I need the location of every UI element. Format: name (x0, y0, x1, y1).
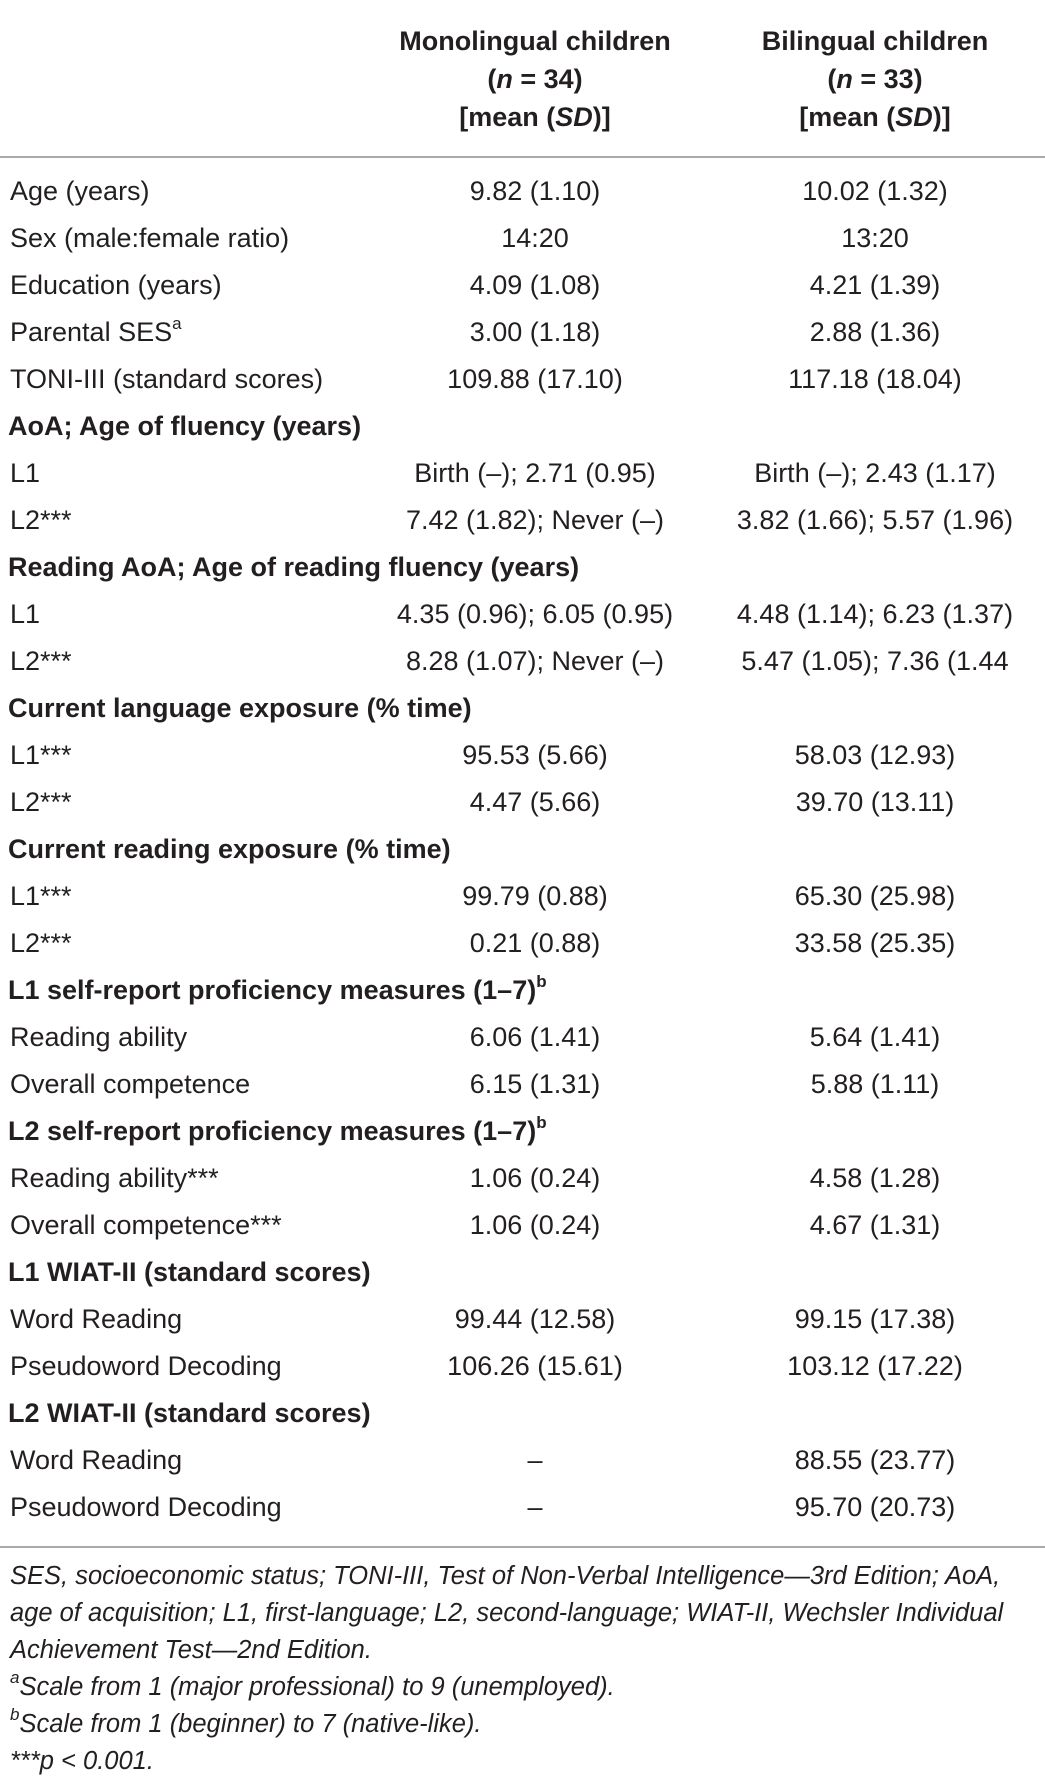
bilingual-value: 5.47 (1.05); 7.36 (1.44 (741, 646, 1009, 676)
row-label-cell (0, 1437, 365, 1484)
section-header-row (0, 1108, 1045, 1155)
row-label: Education (years) (10, 270, 222, 300)
table-row (0, 1296, 1045, 1343)
row-label-cell (0, 1014, 365, 1061)
section-header (0, 1390, 1045, 1437)
bilingual-value: 58.03 (12.93) (794, 740, 956, 770)
row-label: TONI-III (standard scores) (10, 364, 324, 394)
section-header-footnote-mark: b (536, 972, 547, 991)
section-header-label: Current reading exposure (% time) (8, 834, 451, 864)
row-label: L2*** (10, 505, 72, 535)
section-header-footnote-mark: b (536, 1113, 547, 1132)
monolingual-value: 109.88 (17.10) (447, 364, 623, 394)
header-label-cell (0, 14, 365, 157)
row-label-cell (0, 356, 365, 403)
row-label: Sex (male:female ratio) (10, 223, 290, 253)
row-label-cell (0, 779, 365, 826)
row-label-cell (0, 638, 365, 685)
monolingual-value: 99.79 (0.88) (462, 881, 608, 911)
row-label-cell (0, 262, 365, 309)
section-header (0, 967, 1045, 1014)
row-label-cell (0, 1155, 365, 1202)
row-label-cell (0, 497, 365, 544)
footnote-a (0, 1669, 1045, 1706)
monolingual-value: 0.21 (0.88) (469, 928, 601, 958)
row-label-cell (0, 1343, 365, 1390)
row-label: L1 (10, 599, 41, 629)
section-header-label: L2 self-report proficiency measures (1–7) (8, 1116, 537, 1146)
header-bilingual (705, 14, 1045, 157)
section-header (0, 403, 1045, 450)
table-row (0, 920, 1045, 967)
table-body (0, 157, 1045, 1531)
table-row (0, 157, 1045, 215)
row-label: Reading ability (10, 1022, 188, 1052)
section-header-label: AoA; Age of fluency (years) (8, 411, 362, 441)
section-header (0, 826, 1045, 873)
row-label: L2*** (10, 928, 72, 958)
bilingual-value: 103.12 (17.22) (787, 1351, 963, 1381)
header-monolingual-n: (n = 34) (487, 64, 583, 94)
table-row (0, 215, 1045, 262)
row-label-cell (0, 309, 365, 356)
row-label: L1*** (10, 740, 72, 770)
table-footnotes (0, 1546, 1045, 1780)
bilingual-value: 65.30 (25.98) (794, 881, 956, 911)
header-monolingual-stat: [mean (SD)] (459, 102, 611, 132)
table-row (0, 497, 1045, 544)
section-header-row (0, 544, 1045, 591)
monolingual-value: 1.06 (0.24) (469, 1210, 601, 1240)
monolingual-value: – (527, 1492, 543, 1522)
header-monolingual (365, 14, 705, 157)
footnote-abbreviations: SES, socioeconomic status; TONI-III, Test of Non-Verbal Intelligence—3rd Edition; AoA, age of acquisition; L1, first-language; L2, second-language; WIAT-II, Wechsler Individual Achievement Test—2nd Edition. (10, 1562, 1004, 1664)
row-label-cell (0, 732, 365, 779)
section-header-label: L1 WIAT-II (standard scores) (8, 1257, 371, 1287)
section-header (0, 685, 1045, 732)
bilingual-value: 117.18 (18.04) (788, 364, 962, 394)
footnote-a-text: Scale from 1 (major professional) to 9 (unemployed). (19, 1673, 615, 1701)
row-label: Pseudoword Decoding (10, 1351, 282, 1381)
monolingual-value: 4.47 (5.66) (469, 787, 601, 817)
bilingual-value: 4.58 (1.28) (809, 1163, 941, 1193)
monolingual-value: 6.06 (1.41) (469, 1022, 601, 1052)
table-row (0, 450, 1045, 497)
table-row (0, 1155, 1045, 1202)
footnote-significance: ***p < 0.001. (10, 1747, 154, 1775)
row-label: Overall competence (10, 1069, 251, 1099)
bilingual-value: 4.48 (1.14); 6.23 (1.37) (736, 599, 1014, 629)
section-header-row (0, 1390, 1045, 1437)
section-header-row (0, 685, 1045, 732)
bilingual-value: 3.82 (1.66); 5.57 (1.96) (736, 505, 1014, 535)
row-label: Word Reading (10, 1304, 183, 1334)
section-header-row (0, 967, 1045, 1014)
table-row (0, 1484, 1045, 1531)
bilingual-value: 10.02 (1.32) (802, 176, 948, 206)
row-label: Pseudoword Decoding (10, 1492, 282, 1522)
table-row (0, 1014, 1045, 1061)
monolingual-value: 7.42 (1.82); Never (–) (405, 505, 665, 535)
monolingual-value: 14:20 (501, 223, 569, 253)
monolingual-value: 1.06 (0.24) (469, 1163, 601, 1193)
header-bilingual-title: Bilingual children (761, 26, 989, 56)
table-row (0, 638, 1045, 685)
table-row (0, 309, 1045, 356)
monolingual-value: 4.09 (1.08) (469, 270, 601, 300)
row-label-cell (0, 1484, 365, 1531)
monolingual-value: 6.15 (1.31) (469, 1069, 601, 1099)
table-row (0, 262, 1045, 309)
table-row (0, 779, 1045, 826)
monolingual-value: 8.28 (1.07); Never (–) (405, 646, 665, 676)
row-label: Reading ability*** (10, 1163, 219, 1193)
bilingual-value: 2.88 (1.36) (809, 317, 941, 347)
bilingual-value: 4.21 (1.39) (809, 270, 941, 300)
bilingual-value: 5.64 (1.41) (809, 1022, 941, 1052)
bilingual-value: 5.88 (1.11) (810, 1069, 940, 1099)
section-header (0, 544, 1045, 591)
monolingual-value: 4.35 (0.96); 6.05 (0.95) (396, 599, 674, 629)
table-row (0, 1202, 1045, 1249)
row-label-cell (0, 591, 365, 638)
row-label-cell (0, 1061, 365, 1108)
table-row (0, 1061, 1045, 1108)
section-header-label: Current language exposure (% time) (8, 693, 472, 723)
bilingual-value: 88.55 (23.77) (794, 1445, 956, 1475)
row-label: Age (years) (10, 176, 150, 206)
section-header-row (0, 826, 1045, 873)
row-label-cell (0, 157, 365, 215)
header-monolingual-title: Monolingual children (399, 26, 671, 56)
monolingual-value: – (527, 1445, 543, 1475)
monolingual-value: 99.44 (12.58) (454, 1304, 616, 1334)
section-header-label: L2 WIAT-II (standard scores) (8, 1398, 371, 1428)
monolingual-value: 95.53 (5.66) (462, 740, 608, 770)
table-row (0, 873, 1045, 920)
section-header-label: L1 self-report proficiency measures (1–7) (8, 975, 537, 1005)
bilingual-value: 13:20 (841, 223, 909, 253)
table-row (0, 1437, 1045, 1484)
row-label-cell (0, 1202, 365, 1249)
row-label-cell (0, 920, 365, 967)
section-header-row (0, 403, 1045, 450)
table-row (0, 356, 1045, 403)
row-label-cell (0, 873, 365, 920)
footnote-b (0, 1706, 1045, 1743)
demographics-table (0, 14, 1045, 1531)
header-bilingual-stat: [mean (SD)] (799, 102, 951, 132)
footnote-b-mark: b (10, 1705, 20, 1724)
table-row (0, 591, 1045, 638)
section-header (0, 1108, 1045, 1155)
row-label: Word Reading (10, 1445, 183, 1475)
header-bilingual-n: (n = 33) (827, 64, 923, 94)
monolingual-value: 9.82 (1.10) (469, 176, 601, 206)
row-label: L1*** (10, 881, 72, 911)
bilingual-value: 39.70 (13.11) (795, 787, 955, 817)
table-row (0, 732, 1045, 779)
section-header-label: Reading AoA; Age of reading fluency (years) (8, 552, 580, 582)
row-label: Parental SES (10, 317, 173, 347)
monolingual-value: 3.00 (1.18) (469, 317, 601, 347)
table-row (0, 1343, 1045, 1390)
bilingual-value: 95.70 (20.73) (794, 1492, 956, 1522)
section-header (0, 1249, 1045, 1296)
bilingual-value: 33.58 (25.35) (794, 928, 956, 958)
row-label: L2*** (10, 787, 72, 817)
row-label-footnote-mark: a (172, 314, 182, 333)
row-label-cell (0, 1296, 365, 1343)
section-header-row (0, 1249, 1045, 1296)
row-label-cell (0, 450, 365, 497)
footnote-b-text: Scale from 1 (beginner) to 7 (native-like). (19, 1710, 482, 1738)
monolingual-value: Birth (–); 2.71 (0.95) (414, 458, 656, 488)
bilingual-value: 4.67 (1.31) (809, 1210, 941, 1240)
bilingual-value: Birth (–); 2.43 (1.17) (754, 458, 996, 488)
bilingual-value: 99.15 (17.38) (794, 1304, 956, 1334)
row-label-cell (0, 215, 365, 262)
table-header-row (0, 14, 1045, 157)
footnote-a-mark: a (10, 1668, 20, 1687)
monolingual-value: 106.26 (15.61) (447, 1351, 623, 1381)
row-label: L2*** (10, 646, 72, 676)
row-label: Overall competence*** (10, 1210, 282, 1240)
row-label: L1 (10, 458, 41, 488)
